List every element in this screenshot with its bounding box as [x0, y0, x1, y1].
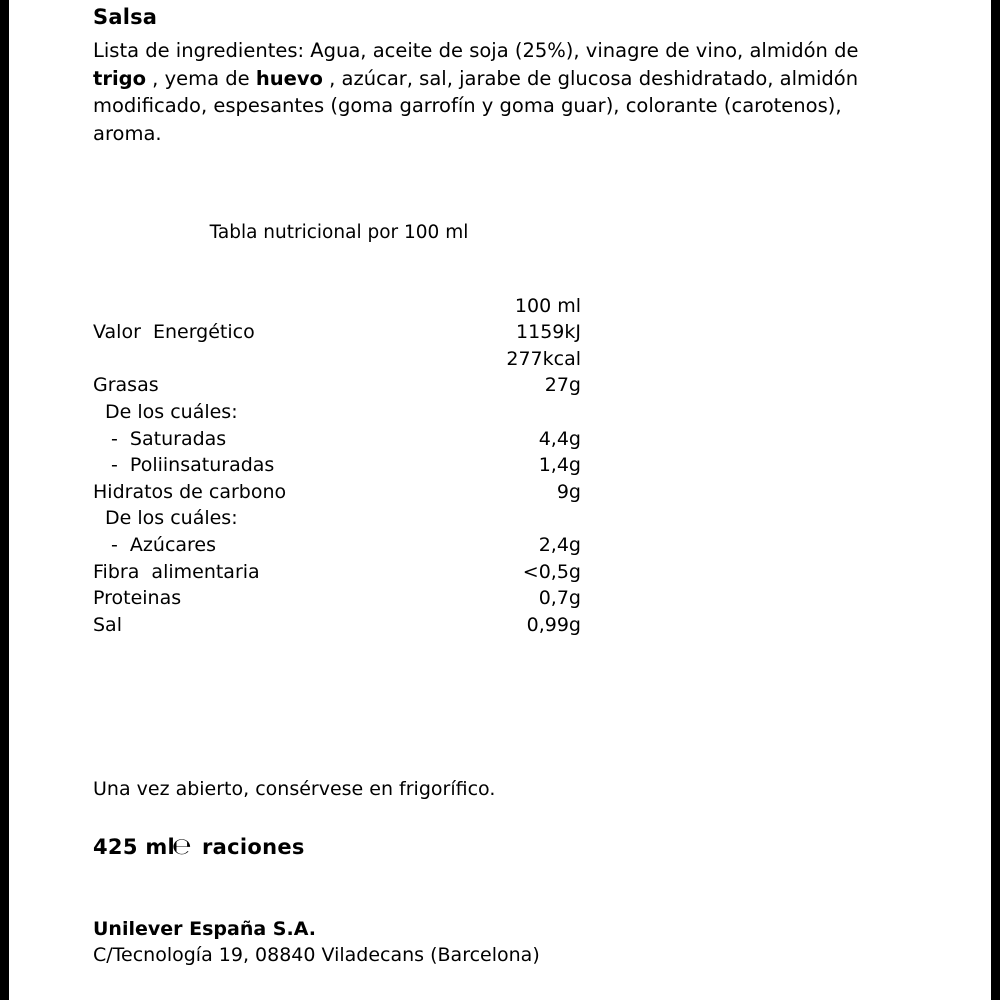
nutrient-value: [422, 399, 593, 426]
nutrient-value: 9g: [556, 480, 581, 503]
allergen-trigo: trigo: [93, 66, 146, 90]
ingredients-text-part-2: , yema de: [145, 66, 256, 90]
company-address: C/Tecnología 19, 08840 Viladecans (Barcelona): [93, 944, 540, 967]
company-name: Unilever España S.A.: [93, 918, 316, 941]
estimated-sign-icon: ℮: [172, 834, 192, 861]
serving-column-header: 100 ml: [514, 294, 581, 317]
nutrient-value: 277kcal: [506, 347, 581, 370]
nutrition-table-heading: Tabla nutricional por 100 ml: [209, 221, 469, 243]
nutrition-table-body: [93, 293, 593, 639]
ingredients-list: [93, 37, 883, 148]
table-header-row: [93, 293, 593, 320]
nutrient-label: Grasas: [93, 374, 159, 397]
nutrient-value: 27g: [544, 374, 581, 397]
allergen-huevo: huevo: [255, 66, 323, 90]
servings-text: raciones: [202, 835, 305, 860]
table-row: [93, 559, 593, 586]
ingredients-text-part-1: Lista de ingredientes: Agua, aceite de soja (25%), vinagre de vino, almidón de: [93, 39, 859, 62]
nutrient-value: [422, 505, 593, 532]
table-row: [93, 452, 593, 479]
table-row: [93, 319, 593, 346]
table-row: [93, 532, 593, 559]
nutrient-value: 1,4g: [538, 454, 581, 477]
nutrition-table: [93, 293, 593, 639]
nutrient-label: - Poliinsaturadas: [111, 454, 275, 477]
table-row: [93, 426, 593, 453]
net-volume: [93, 834, 893, 860]
nutrient-label: Sal: [93, 613, 122, 636]
table-row: [93, 346, 593, 373]
nutrient-label: De los cuáles:: [105, 400, 238, 423]
nutrient-label: De los cuáles:: [105, 507, 238, 530]
nutrient-value: 4,4g: [538, 427, 581, 450]
table-row: [93, 372, 593, 399]
nutrient-label: Valor Energético: [93, 321, 255, 344]
ingredients-text-part-3: , azúcar, sal, jarabe de glucosa deshidratado, almidón modificado, espesantes (goma garrofín y goma guar), colorante (carotenos), aroma.: [93, 66, 859, 146]
nutrient-label: - Saturadas: [111, 427, 227, 450]
nutrient-label: Proteinas: [93, 587, 182, 610]
storage-instructions: Una vez abierto, consérvese en frigorífico.: [93, 778, 496, 801]
label-content: [93, 0, 893, 966]
nutrient-value: 0,99g: [526, 613, 581, 636]
nutrient-label: - Azúcares: [111, 533, 217, 556]
volume-amount: 425 ml: [93, 835, 176, 860]
nutrient-value: <0,5g: [522, 560, 581, 583]
table-row: [93, 585, 593, 612]
nutrient-value: 1159kJ: [516, 321, 581, 344]
table-row: [93, 505, 593, 532]
nutrient-value: 2,4g: [538, 533, 581, 556]
page-title: Salsa: [93, 5, 158, 29]
nutrient-label: [93, 293, 422, 320]
nutrient-label: [93, 346, 422, 373]
nutrient-label: Fibra alimentaria: [93, 560, 260, 583]
table-row: [93, 399, 593, 426]
table-row: [93, 479, 593, 506]
nutrient-label: Hidratos de carbono: [93, 480, 287, 503]
table-row: [93, 612, 593, 639]
nutrient-value: 0,7g: [538, 587, 581, 610]
